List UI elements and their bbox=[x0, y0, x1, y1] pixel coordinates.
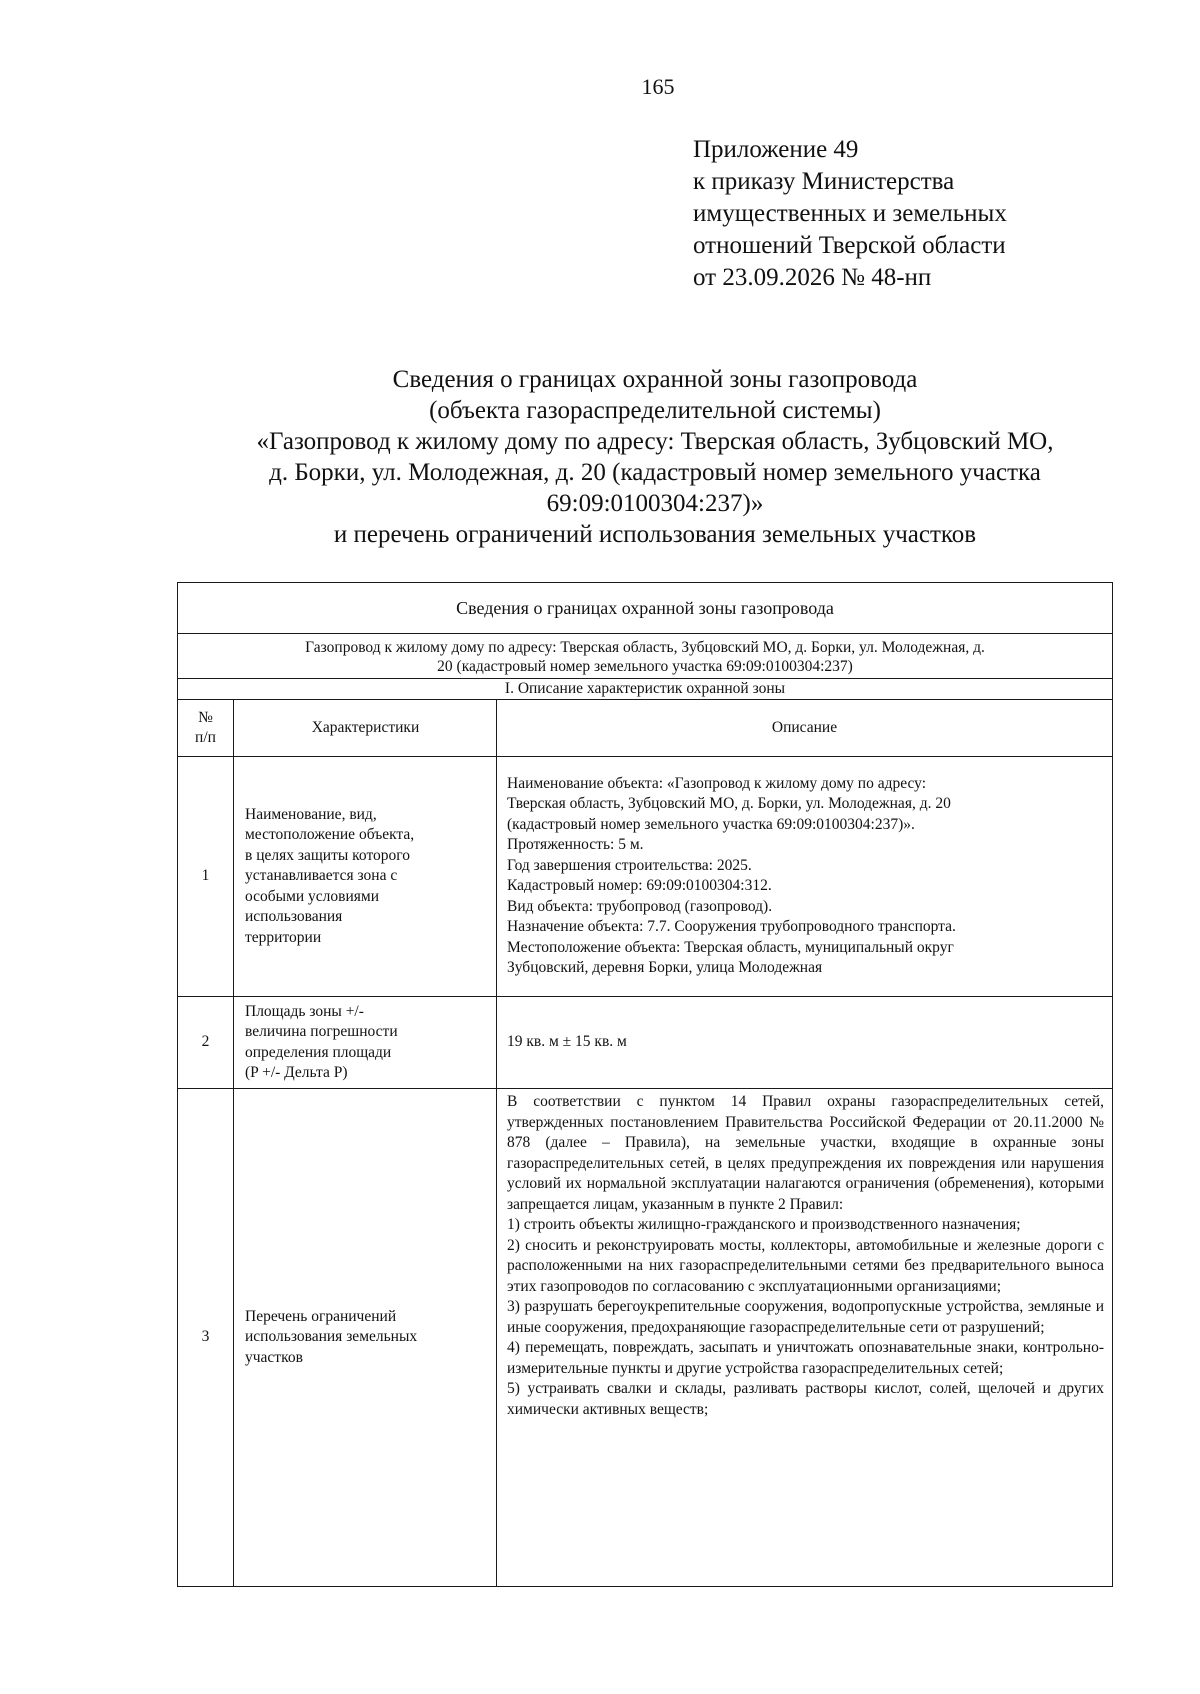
column-header-description: Описание bbox=[497, 700, 1113, 757]
row-number: 3 bbox=[178, 1089, 234, 1587]
description-paragraph: 4) перемещать, повреждать, засыпать и уничтожать опознавательные знаки, контрольно-измерительные пункты и другие устройства газораспределительных сетей; bbox=[507, 1339, 1104, 1377]
characteristics-line: особыми условиями bbox=[245, 887, 380, 905]
description-line: Зубцовский, деревня Борки, улица Молодежная bbox=[507, 959, 823, 976]
table-section-title: I. Описание характеристик охранной зоны bbox=[178, 679, 1113, 700]
column-header-number bbox=[178, 700, 234, 757]
column-header-characteristics: Характеристики bbox=[234, 700, 497, 757]
description-line: (кадастровый номер земельного участка 69:09:0100304:237)». bbox=[507, 815, 915, 833]
object-name-line: Газопровод к жилому дому по адресу: Тверская область, Зубцовский МО, д. Борки, ул. Молодежная, д. bbox=[305, 639, 985, 656]
characteristics-line: Наименование, вид, bbox=[245, 805, 377, 823]
row-characteristics bbox=[234, 1089, 497, 1587]
row-description bbox=[497, 997, 1113, 1089]
characteristics-line: использования bbox=[245, 908, 343, 926]
characteristics-line: (P +/- Дельта P) bbox=[245, 1064, 348, 1081]
description-line: 19 кв. м ± 15 кв. м bbox=[507, 1032, 627, 1050]
description-line: Год завершения строительства: 2025. bbox=[507, 856, 752, 874]
characteristics-line: Перечень ограничений bbox=[245, 1307, 397, 1325]
title-line: Сведения о границах охранной зоны газопровода bbox=[392, 366, 918, 393]
appendix-line: имущественных и земельных bbox=[693, 200, 1007, 227]
characteristics-line: величина погрешности bbox=[245, 1023, 398, 1040]
table-row bbox=[178, 997, 1113, 1089]
characteristics-line: использования земельных bbox=[245, 1328, 418, 1346]
document-title bbox=[160, 364, 1150, 550]
characteristics-line: Площадь зоны +/- bbox=[245, 1002, 364, 1020]
description-paragraph: 3) разрушать берегоукрепительные сооружения, водопропускные устройства, земляные и иные сооружения, предохраняющие газораспределительные сети от разрушений; bbox=[507, 1298, 1104, 1336]
table-object-name bbox=[178, 634, 1113, 679]
row-characteristics bbox=[234, 757, 497, 997]
row-characteristics bbox=[234, 997, 497, 1089]
column-header-number-line: № bbox=[198, 708, 213, 726]
zone-info-table bbox=[177, 582, 1113, 1587]
table-header: Сведения о границах охранной зоны газопровода bbox=[178, 583, 1113, 634]
characteristics-line: участков bbox=[245, 1348, 303, 1366]
row-number: 2 bbox=[178, 997, 234, 1089]
appendix-line: от 23.09.2026 № 48-нп bbox=[693, 264, 932, 291]
appendix-block bbox=[693, 134, 1007, 294]
description-line: Кадастровый номер: 69:09:0100304:312. bbox=[507, 877, 772, 894]
row-description bbox=[497, 1089, 1113, 1587]
characteristics-line: местоположение объекта, bbox=[245, 826, 415, 844]
description-paragraph: В соответствии с пунктом 14 Правил охраны газораспределительных сетей, утвержденных постановлением Правительства Российской Федерации от 20.11.2000 № 878 (далее – Правила), на земельные участки, входящие в охранные зоны газораспределительных сетей, в целях предупреждения их повреждения или нарушения условий их нормальной эксплуатации налагаются ограничения (обременения), которыми запрещается лицам, указанным в пункте 2 Правил: bbox=[507, 1093, 1104, 1213]
characteristics-line: устанавливается зона с bbox=[245, 867, 398, 885]
description-paragraph: 1) строить объекты жилищно-гражданского и производственного назначения; bbox=[507, 1216, 1021, 1233]
description-paragraph: 5) устраивать свалки и склады, разливать растворы кислот, солей, щелочей и других химически активных веществ; bbox=[507, 1380, 1104, 1418]
row-number: 1 bbox=[178, 757, 234, 997]
column-header-number-line: п/п bbox=[195, 729, 216, 746]
description-line: Местоположение объекта: Тверская область, муниципальный округ bbox=[507, 938, 954, 956]
description-paragraph: 2) сносить и реконструировать мосты, коллекторы, автомобильные и железные дороги с расположенными на них газораспределительными сетями без предварительного выноса этих газопроводов по согласованию с эксплуатационными организациями; bbox=[507, 1236, 1104, 1295]
row-description bbox=[497, 757, 1113, 997]
characteristics-line: определения площади bbox=[245, 1043, 392, 1061]
appendix-line: к приказу Министерства bbox=[693, 168, 955, 195]
description-line: Наименование объекта: «Газопровод к жилому дому по адресу: bbox=[507, 774, 927, 792]
description-line: Назначение объекта: 7.7. Сооружения трубопроводного транспорта. bbox=[507, 918, 956, 935]
appendix-line: отношений Тверской области bbox=[693, 232, 1006, 259]
characteristics-line: в целях защиты которого bbox=[245, 846, 410, 864]
description-line: Тверская область, Зубцовский МО, д. Борки, ул. Молодежная, д. 20 bbox=[507, 795, 951, 812]
characteristics-line: территории bbox=[245, 928, 322, 946]
description-line: Вид объекта: трубопровод (газопровод). bbox=[507, 897, 773, 915]
title-line: «Газопровод к жилому дому по адресу: Тверская область, Зубцовский МО, bbox=[256, 428, 1054, 455]
title-line: и перечень ограничений использования земельных участков bbox=[333, 521, 977, 548]
appendix-line: Приложение 49 bbox=[693, 136, 859, 163]
description-line: Протяженность: 5 м. bbox=[507, 836, 644, 853]
title-line: (объекта газораспределительной системы) bbox=[429, 397, 881, 424]
table-row bbox=[178, 1089, 1113, 1587]
object-name-line: 20 (кадастровый номер земельного участка 69:09:0100304:237) bbox=[437, 658, 853, 675]
page-number: 165 bbox=[641, 74, 675, 99]
table-row bbox=[178, 757, 1113, 997]
title-line: 69:09:0100304:237)» bbox=[546, 490, 764, 517]
title-line: д. Борки, ул. Молодежная, д. 20 (кадастровый номер земельного участка bbox=[269, 459, 1041, 486]
